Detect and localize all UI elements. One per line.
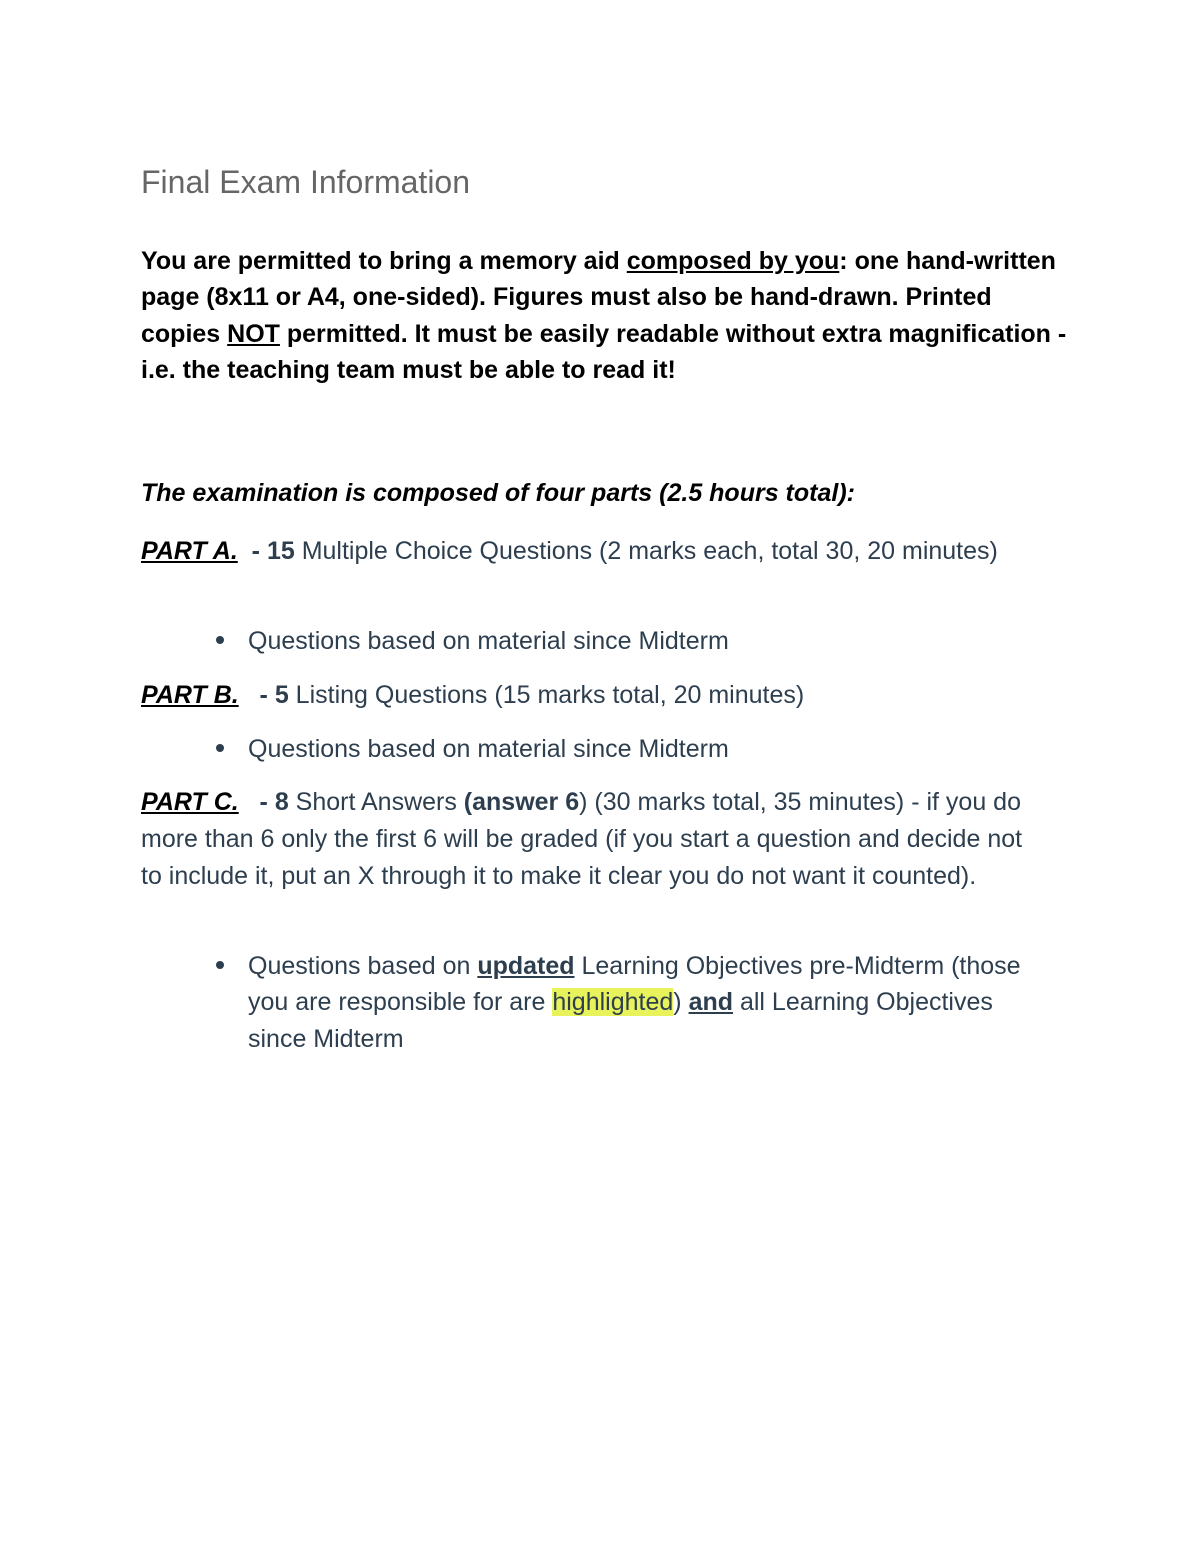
part-c-bullet-text: all Learning Objectives since Midterm — [248, 988, 993, 1053]
part-c-description: ) (30 marks total, 35 minutes) - if you do more than 6 only the first 6 will be graded (if you start a question and decide not to include it, put an X through it to make it clear you do not want it counted). — [141, 788, 1023, 890]
part-b-bullet — [248, 731, 1048, 767]
bullet-dot-icon — [216, 744, 224, 752]
memory-aid-paragraph — [141, 243, 1071, 389]
part-a-bullet — [248, 623, 1048, 659]
part-b-description: Listing Questions (15 marks total, 20 minutes) — [288, 681, 805, 709]
page-title: Final Exam Information — [141, 164, 471, 200]
part-c-bullet-text: Questions based on — [248, 952, 478, 980]
bullet-dot-icon — [216, 961, 224, 969]
part-b-paragraph — [141, 677, 1046, 714]
part-c-bullet-text: Learning Objectives pre-Midterm (those you are responsible for are — [248, 952, 1021, 1017]
part-a-bullet-text: Questions based on material since Midterm — [248, 627, 729, 655]
intro-underlined-text: composed by you — [626, 247, 840, 275]
part-b-label: PART B. — [141, 681, 239, 709]
part-b-count: 5 — [274, 681, 289, 709]
part-a-label: PART A. — [141, 537, 238, 565]
part-a-description: Multiple Choice Questions (2 marks each, total 30, 20 minutes) — [294, 537, 998, 565]
part-a-paragraph — [141, 533, 1046, 570]
and-emphasis: and — [688, 988, 734, 1017]
part-c-dash: - — [238, 788, 275, 816]
part-a-dash: - — [237, 537, 267, 565]
intro-text: permitted. It must be easily readable without extra magnification - i.e. the teaching team must be able to read it! — [141, 319, 1067, 385]
part-c-paragraph — [141, 784, 1046, 894]
part-b-dash: - — [238, 681, 275, 709]
part-c-answer-note: (answer 6 — [463, 788, 580, 816]
highlighted-word: highlighted — [552, 988, 674, 1017]
part-b-bullet-text: Questions based on material since Midterm — [248, 735, 729, 763]
part-c-bullet-text: ) — [673, 988, 689, 1017]
part-c-description: Short Answers — [288, 788, 464, 816]
part-c-count: 8 — [274, 788, 289, 816]
part-c-label: PART C. — [141, 788, 239, 816]
updated-emphasis: updated — [477, 952, 575, 980]
part-c-bullet — [248, 948, 1048, 1057]
intro-text: : one hand-written page (8x11 or A4, one-sided). Figures must also be hand-drawn. Printed copies — [141, 247, 1056, 348]
intro-underlined-text: NOT — [227, 319, 280, 348]
intro-text: You are permitted to bring a memory aid — [141, 247, 627, 275]
bullet-dot-icon — [216, 636, 224, 644]
part-a-count: 15 — [266, 537, 295, 565]
exam-structure-heading: The examination is composed of four parts (2.5 hours total): — [141, 479, 855, 507]
